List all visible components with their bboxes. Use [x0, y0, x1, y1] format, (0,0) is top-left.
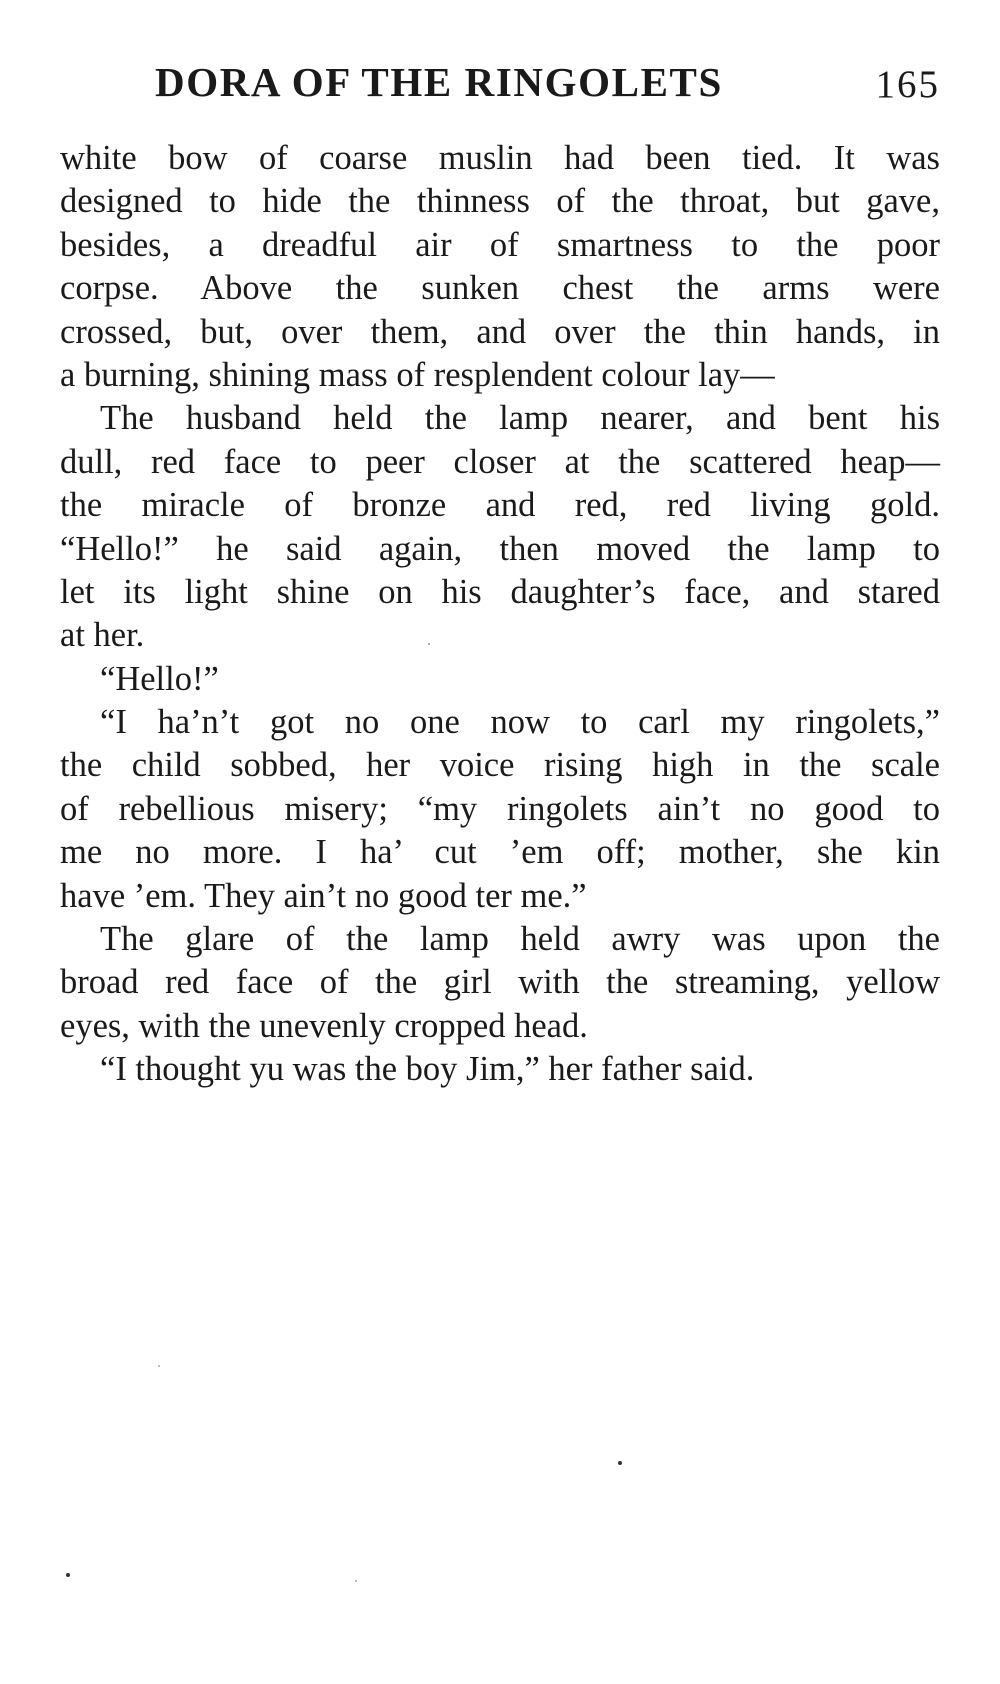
text-line: dull, red face to peer closer at the scattered heap—: [60, 442, 940, 481]
text-line: me no more. I ha’ cut ’em off; mother, she kin: [60, 833, 940, 872]
paragraph-2: [60, 397, 940, 657]
text-line: “Hello!” he said again, then moved the lamp to: [60, 529, 940, 568]
text-line: the child sobbed, her voice rising high in the scale: [60, 746, 940, 785]
text-line: let its light shine on his daughter’s face, and stared: [60, 572, 940, 611]
text-line: The glare of the lamp held awry was upon the: [100, 920, 940, 959]
paragraph-1: [60, 137, 940, 397]
text-line: designed to hide the thinness of the throat, but gave,: [60, 182, 940, 221]
text-line: at her.: [60, 616, 145, 655]
paragraph-4: [60, 701, 940, 918]
paragraph-3: [60, 658, 940, 701]
text-line: “I ha’n’t got no one now to carl my ringolets,”: [100, 703, 940, 742]
body-text: [60, 137, 940, 1092]
text-line: corpse. Above the sunken chest the arms were: [60, 269, 940, 308]
text-line: broad red face of the girl with the streaming, yellow: [60, 963, 940, 1002]
text-line: the miracle of bronze and red, red living gold.: [60, 486, 940, 525]
text-line: of rebellious misery; “my ringolets ain’t no good to: [60, 789, 940, 828]
scan-speck: [618, 1461, 622, 1465]
text-line: eyes, with the unevenly cropped head.: [60, 1006, 588, 1045]
text-line: have ’em. They ain’t no good ter me.”: [60, 876, 587, 915]
text-line: “I thought yu was the boy Jim,” her father said.: [100, 1050, 755, 1089]
text-line: besides, a dreadful air of smartness to the poor: [60, 225, 940, 264]
running-title: DORA OF THE RINGOLETS: [155, 59, 723, 105]
text-line: white bow of coarse muslin had been tied. It was: [60, 139, 940, 177]
text-line: crossed, but, over them, and over the thin hands, in: [60, 312, 940, 351]
scan-speck: [158, 1365, 160, 1367]
scan-speck: [66, 1573, 70, 1577]
page-number: 165: [875, 63, 940, 106]
paragraph-5: [60, 918, 940, 1048]
text-line: “Hello!”: [100, 659, 219, 698]
running-head: [60, 48, 940, 118]
text-line: The husband held the lamp nearer, and bent his: [100, 399, 940, 438]
text-line: a burning, shining mass of resplendent colour lay—: [60, 355, 775, 394]
paragraph-6: [60, 1048, 940, 1091]
scan-speck: [428, 643, 430, 645]
scan-speck: [355, 1580, 357, 1582]
